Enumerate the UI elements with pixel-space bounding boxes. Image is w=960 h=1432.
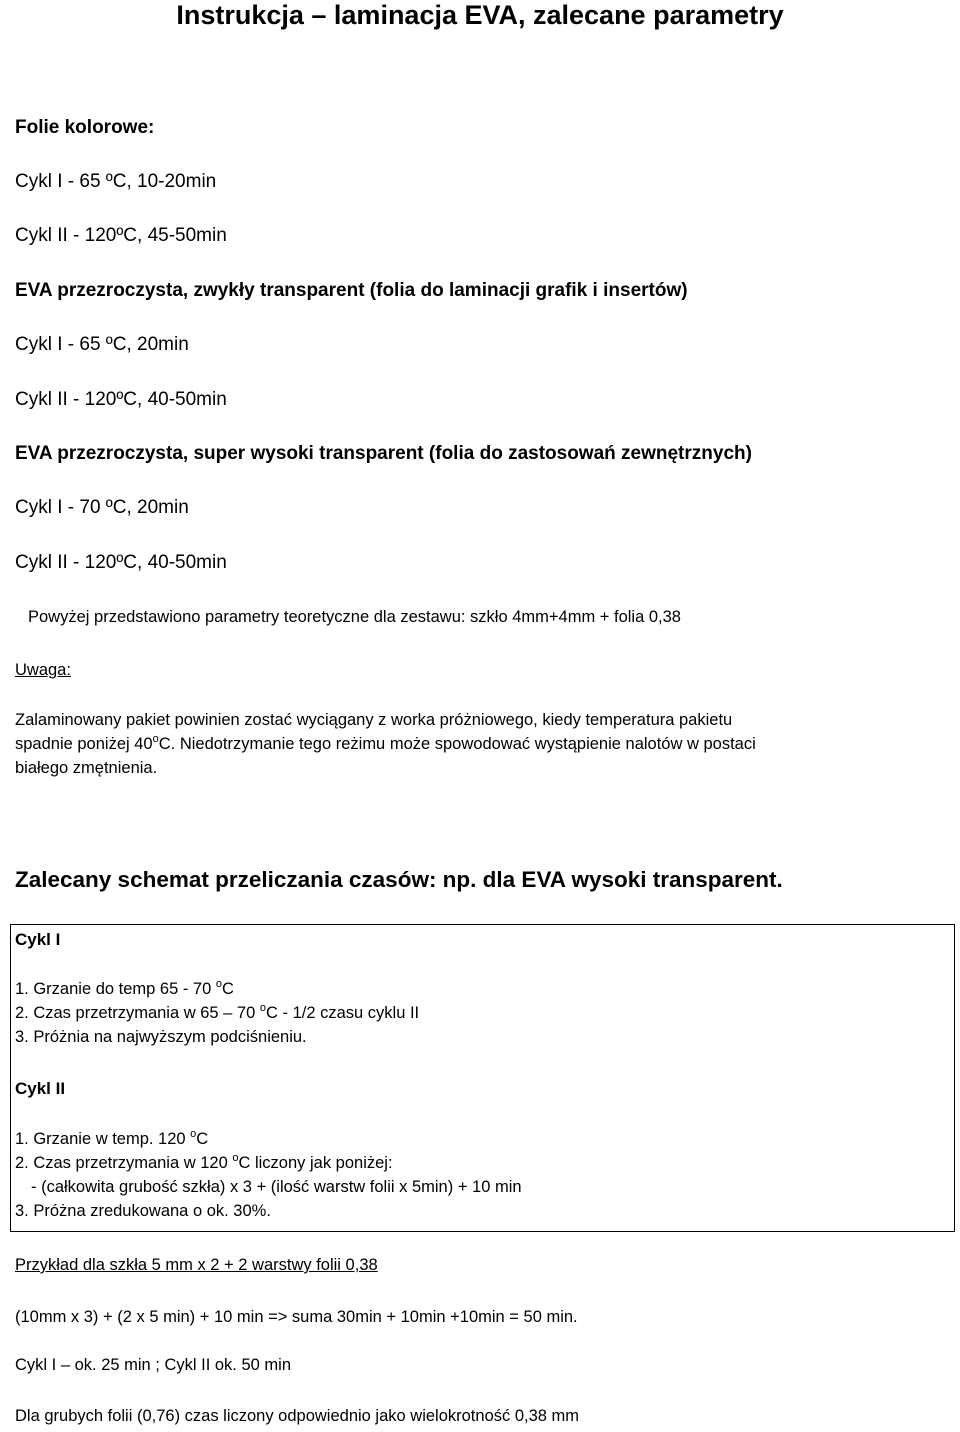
example-calculation: (10mm x 3) + (2 x 5 min) + 10 min => suma 30min + 10min +10min = 50 min.: [15, 1308, 578, 1326]
uwaga-label: Uwaga:: [15, 661, 71, 679]
cykl2-step-3: 3. Próżna zredukowana o ok. 30%.: [15, 1202, 271, 1220]
example-title: Przykład dla szkła 5 mm x 2 + 2 warstwy folii 0,38: [15, 1256, 378, 1274]
uwaga-line-3: białego zmętnienia.: [15, 759, 158, 777]
cykl2-header: Cykl II: [15, 1079, 66, 1098]
cykl2-formula: - (całkowita grubość szkła) x 3 + (ilość warstw folii x 5min) + 10 min: [31, 1178, 522, 1196]
example-result: Cykl I – ok. 25 min ; Cykl II ok. 50 min: [15, 1356, 292, 1374]
eva-zwykly-cykl2: Cykl II - 120ºC, 40-50min: [15, 389, 227, 410]
section-header-eva-zwykly: EVA przezroczysta, zwykły transparent (folia do laminacji grafik i insertów): [15, 280, 688, 301]
uwaga-line-1: Zalaminowany pakiet powinien zostać wyciągany z worka próżniowego, kiedy temperatura pakietu: [15, 711, 733, 729]
eva-zwykly-cykl1: Cykl I - 65 ºC, 20min: [15, 334, 189, 355]
cykl2-step-1: 1. Grzanie w temp. 120 $^o$C: [15, 1128, 209, 1148]
uwaga-line-2: spadnie poniżej 40$^o$C. Niedotrzymanie tego reżimu może spowodować wystąpienie nalotów w postaci: [15, 733, 756, 753]
schemat-heading: Zalecany schemat przeliczania czasów: np. dla EVA wysoki transparent.: [15, 867, 783, 892]
footer-note: Dla grubych folii (0,76) czas liczony odpowiednio jako wielokrotność 0,38 mm: [15, 1407, 580, 1425]
params-note: Powyżej przedstawiono parametry teoretyczne dla zestawu: szkło 4mm+4mm + folia 0,38: [28, 608, 681, 626]
cykl1-step-1: 1. Grzanie do temp 65 - 70 $^o$C: [15, 978, 234, 998]
cykl2-step-2: 2. Czas przetrzymania w 120 $^o$C liczony jak poniżej:: [15, 1152, 393, 1172]
cykl1-step-3: 3. Próżnia na najwyższym podciśnieniu.: [15, 1028, 307, 1046]
section-header-folie-kolorowe: Folie kolorowe:: [15, 117, 155, 138]
eva-super-cykl1: Cykl I - 70 ºC, 20min: [15, 497, 189, 518]
page-title: Instrukcja – laminacja EVA, zalecane parametry: [176, 0, 784, 30]
cykl1-header: Cykl I: [15, 930, 61, 949]
folie-kolorowe-cykl2: Cykl II - 120ºC, 45-50min: [15, 225, 227, 246]
section-header-eva-super: EVA przezroczysta, super wysoki transparent (folia do zastosowań zewnętrznych): [15, 443, 752, 464]
cykl1-step-2: 2. Czas przetrzymania w 65 – 70 $^o$C - 1/2 czasu cyklu II: [15, 1002, 420, 1022]
eva-super-cykl2: Cykl II - 120ºC, 40-50min: [15, 552, 227, 573]
folie-kolorowe-cykl1: Cykl I - 65 ºC, 10-20min: [15, 171, 217, 192]
